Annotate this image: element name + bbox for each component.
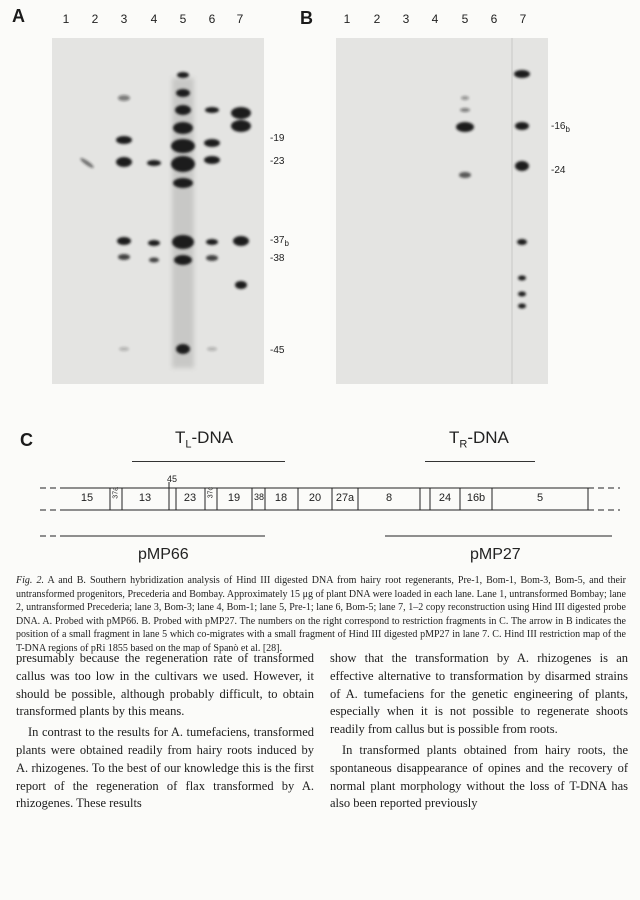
panel-a-marker-19: -19 [270,133,285,144]
panel-c-letter: C [20,430,33,450]
segment-8: 8 [385,492,393,504]
body-paragraph: presumably because the regeneration rate of transformed callus was too low in the cultivars we used. However, it should be possible, although probably difficult, to obtain transformed plants by this means. [16,651,314,719]
fragment-45-label: 45 [166,474,178,484]
panel-b-lane-5: 5 [461,12,469,26]
figure-caption-text: A and B. Southern hybridization analysis of Hind III digested DNA from hairy root regenerants, Pre-1, Bom-1, Bom-3, Bom-5, and their untransformed progenitors, Precederia and Bombay. Approximately 15 μg of plant DNA were loaded in each lane. Lane 1, untransformed Bombay; lane 2, untransformed Precederia; lane 3, Bom-3; lane 4, Bom-1; lane 5, Pre-1; lane 6, Bom-5; lane 7, 1–2 copy reconstruction using Hind III digested probe DNA. A. Probed with pMP66. B. Probed with pMP27. The numbers on the right correspond to restriction fragments in C. The arrow in B indicates the position of a small fragment in lane 5 which co-migrates with a small fragment of Hind III digested pMP27 in lane 7. C. Hind III restriction map of the T-DNA regions of pRi 1855 based on the map of Spanò et al. [28]. [16,575,627,654]
body-paragraph: In contrast to the results for A. tumefaciens, transformed plants were obtained readily from hairy roots induced by A. rhizogenes. To the best of our knowledge this is the first report of the regeneration of flax transformed by A. rhizogenes. These results [16,725,314,811]
panel-a-lane-4: 4 [150,12,158,26]
body-paragraph: In transformed plants obtained from hairy roots, the spontaneous disappearance of opines and the recovery of normal plant morphology without the loss of T-DNA has also been reported previously [330,742,628,811]
segment-27a: 27a [335,492,355,504]
segment-13: 13 [138,492,152,504]
probe-pmp27-label: pMP27 [470,546,521,563]
panel-b-lane-7: 7 [519,12,527,26]
restriction-map [40,482,620,516]
tl-dna-label: $T_L$-DNA [175,428,234,451]
panel-b-marker-24: -24 [551,165,566,176]
segment-38: 38 [253,492,265,502]
tr-dna-label: $T_R$-DNA [449,428,509,451]
panel-a-marker-37b: $-37_b$ [270,235,289,248]
panel-b-letter: B [300,8,313,28]
probe-lines [40,532,620,540]
segment-15: 15 [80,492,94,504]
panel-a-lane-3: 3 [120,12,128,26]
panel-a-marker-23: -23 [270,156,285,167]
segment-16b: 16b [466,492,486,504]
panel-a-lane-5: 5 [179,12,187,26]
tr-dna-bar [425,461,535,462]
panel-a-marker-45: -45 [270,345,285,356]
body-column-right [330,650,628,813]
panel-b-lane-3: 3 [402,12,410,26]
segment-5: 5 [536,492,544,504]
segment-37c: 37c [207,487,215,499]
panel-b-lane-1: 1 [343,12,351,26]
panel-a-lane-1: 1 [62,12,70,26]
segment-19: 19 [227,492,241,504]
segment-20: 20 [308,492,322,504]
panel-a-lane-2: 2 [91,12,99,26]
panel-b-marker-16b: $-16_b$ [551,121,570,134]
panel-a-lane-7: 7 [236,12,244,26]
body-column-left [16,650,314,813]
panel-b-lane-4: 4 [431,12,439,26]
body-paragraph: show that the transformation by A. rhizogenes is an effective alternative to transformation by disarmed strains of A. tumefaciens for the genetic engineering of plants, especially when it is not possible to regenerate shoots readily from callus but is possible from roots. [330,651,628,737]
panel-a-blot [52,38,264,384]
panel-b-lane-2: 2 [373,12,381,26]
panel-a-lane-6: 6 [208,12,216,26]
panel-b-blot [336,38,548,384]
probe-pmp66-label: pMP66 [138,546,189,563]
figure-number: Fig. 2. [16,575,44,586]
tl-dna-bar [132,461,285,462]
figure-caption [16,574,626,655]
segment-23: 23 [183,492,197,504]
panel-b-lane-6: 6 [490,12,498,26]
segment-37a: 37a [112,487,120,499]
segment-18: 18 [274,492,288,504]
panel-a-letter: A [12,6,25,26]
panel-a-marker-38: -38 [270,253,285,264]
segment-24: 24 [438,492,452,504]
